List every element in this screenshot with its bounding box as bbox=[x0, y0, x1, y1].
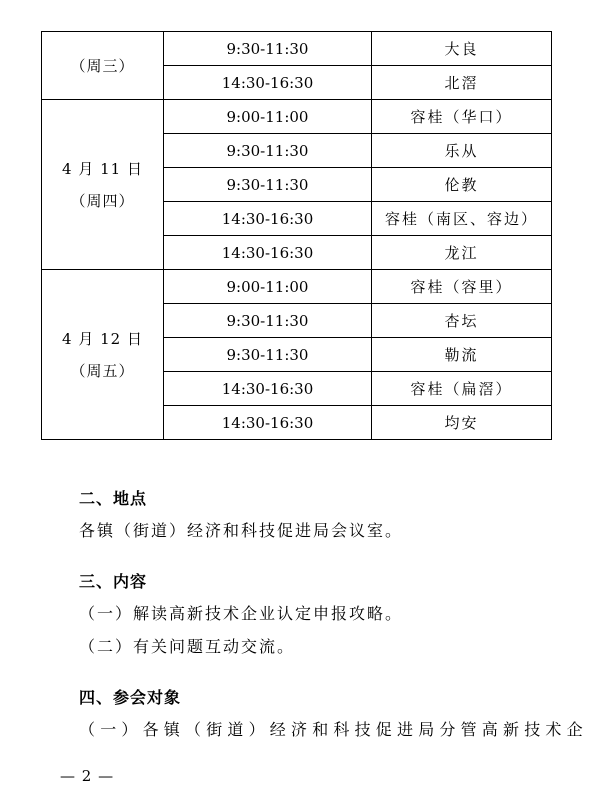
weekday-label: （周四） bbox=[70, 191, 135, 210]
weekday-label: （周三） bbox=[70, 56, 135, 75]
date-cell bbox=[42, 100, 164, 270]
time-cell: 14:30-16:30 bbox=[164, 202, 372, 236]
date-cell bbox=[42, 32, 164, 100]
place-cell: 均安 bbox=[372, 406, 552, 440]
time-cell: 9:30-11:30 bbox=[164, 32, 372, 66]
time-cell: 9:00-11:00 bbox=[164, 270, 372, 304]
weekday-label: （周五） bbox=[70, 361, 135, 380]
schedule-table bbox=[41, 31, 552, 440]
attendees-item-1: （一）各镇（街道）经济和科技促进局分管高新技术企 bbox=[79, 720, 588, 739]
date-label: 4 月 12 日 bbox=[62, 329, 143, 348]
place-cell: 伦教 bbox=[372, 168, 552, 202]
location-paragraph: 各镇（街道）经济和科技促进局会议室。 bbox=[79, 521, 404, 540]
place-cell: 大良 bbox=[372, 32, 552, 66]
place-cell: 北滘 bbox=[372, 66, 552, 100]
section-heading-attendees: 四、参会对象 bbox=[79, 688, 182, 707]
time-cell: 14:30-16:30 bbox=[164, 66, 372, 100]
time-cell: 14:30-16:30 bbox=[164, 236, 372, 270]
time-cell: 9:30-11:30 bbox=[164, 168, 372, 202]
time-cell: 14:30-16:30 bbox=[164, 372, 372, 406]
place-cell: 容桂（南区、容边） bbox=[372, 202, 552, 236]
table-row bbox=[42, 100, 552, 134]
time-cell: 9:30-11:30 bbox=[164, 134, 372, 168]
place-cell: 龙江 bbox=[372, 236, 552, 270]
place-cell: 杏坛 bbox=[372, 304, 552, 338]
place-cell: 勒流 bbox=[372, 338, 552, 372]
section-heading-content: 三、内容 bbox=[79, 572, 148, 591]
place-cell: 乐从 bbox=[372, 134, 552, 168]
table-row bbox=[42, 270, 552, 304]
place-cell: 容桂（容里） bbox=[372, 270, 552, 304]
date-cell bbox=[42, 270, 164, 440]
content-item-1: （一）解读高新技术企业认定申报攻略。 bbox=[79, 604, 404, 623]
content-item-2: （二）有关问题互动交流。 bbox=[79, 637, 296, 656]
time-cell: 9:30-11:30 bbox=[164, 338, 372, 372]
place-cell: 容桂（扁滘） bbox=[372, 372, 552, 406]
time-cell: 9:00-11:00 bbox=[164, 100, 372, 134]
page-number: — 2 — bbox=[60, 767, 115, 785]
date-label: 4 月 11 日 bbox=[62, 159, 143, 178]
time-cell: 14:30-16:30 bbox=[164, 406, 372, 440]
section-heading-location: 二、地点 bbox=[79, 489, 148, 508]
table-row bbox=[42, 32, 552, 66]
time-cell: 9:30-11:30 bbox=[164, 304, 372, 338]
place-cell: 容桂（华口） bbox=[372, 100, 552, 134]
